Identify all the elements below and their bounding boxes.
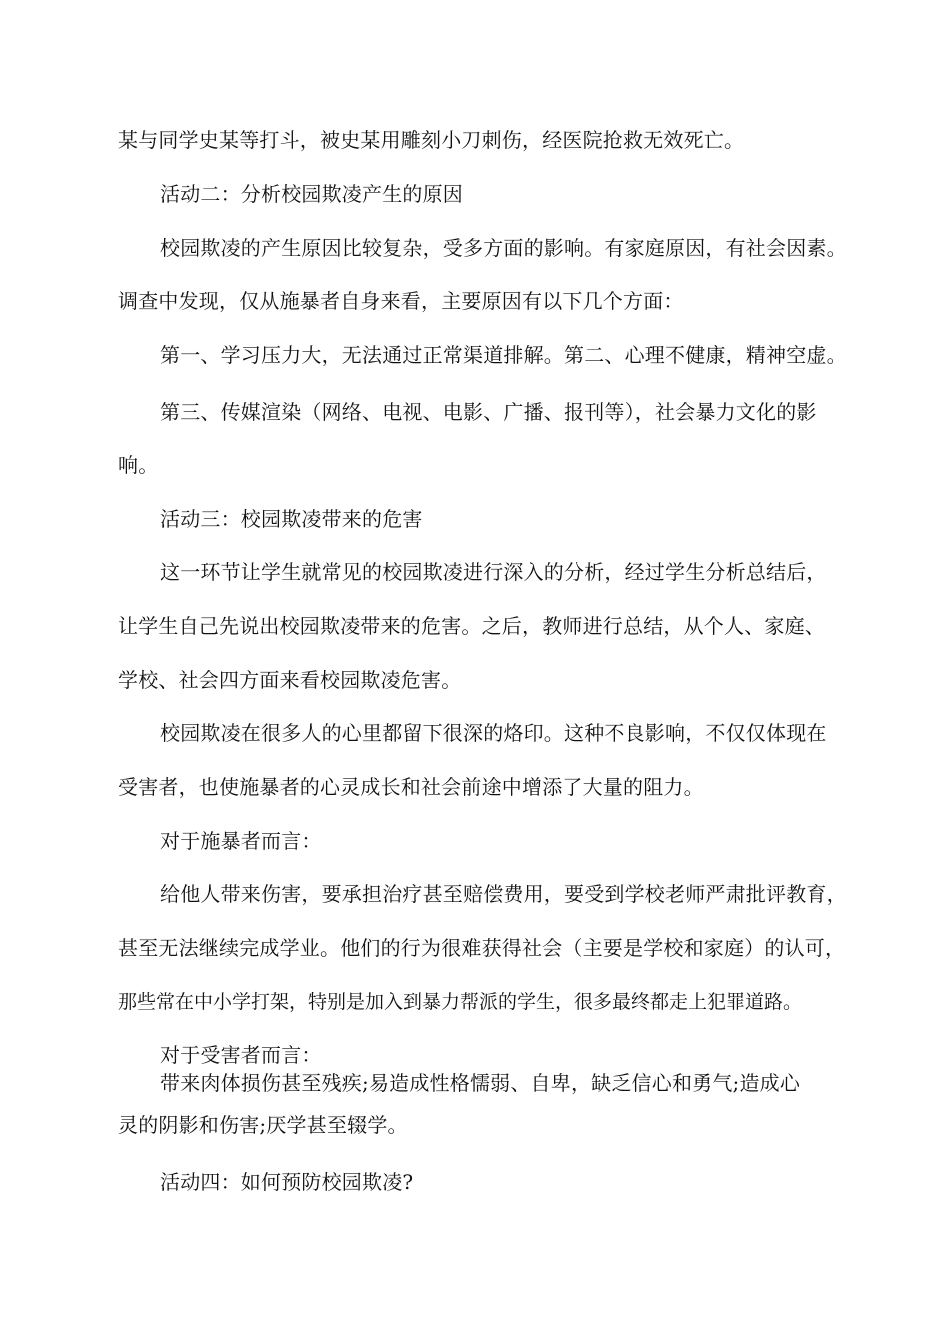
- paragraph-line: 那些常在中小学打架，特别是加入到暴力帮派的学生，很多最终都走上犯罪道路。: [118, 991, 803, 1013]
- paragraph-line: 学校、社会四方面来看校园欺凌危害。: [118, 668, 462, 692]
- paragraph-line: 灵的阴影和伤害;厌学甚至辍学。: [118, 1113, 408, 1137]
- subheading-perpetrators: 对于施暴者而言：: [160, 829, 322, 853]
- paragraph-line: 受害者，也使施暴者的心灵成长和社会前途中增添了大量的阻力。: [118, 775, 704, 799]
- section-heading-activity-four: 活动四：如何预防校园欺凌?: [160, 1170, 414, 1194]
- paragraph-line: 响。: [118, 453, 159, 477]
- paragraph-line: 这一环节让学生就常见的校园欺凌进行深入的分析，经过学生分析总结后，: [160, 560, 827, 584]
- paragraph-line: 调查中发现，仅从施暴者自身来看，主要原因有以下几个方面：: [118, 289, 684, 313]
- paragraph-line: 第一、学习压力大，无法通过正常渠道排解。第二、心理不健康，精神空虚。: [160, 343, 847, 367]
- paragraph-line: 让学生自己先说出校园欺凌带来的危害。之后，教师进行总结，从个人、家庭、: [118, 614, 825, 638]
- paragraph-line: 某与同学史某等打斗，被史某用雕刻小刀刺伤，经医院抢救无效死亡。: [118, 128, 745, 152]
- paragraph-line: 第三、传媒渲染（网络、电视、电影、广播、报刊等），社会暴力文化的影: [160, 400, 817, 424]
- subheading-victims: 对于受害者而言：: [160, 1043, 322, 1067]
- paragraph-line: 校园欺凌在很多人的心里都留下很深的烙印。这种不良影响，不仅仅体现在: [160, 721, 827, 745]
- paragraph-line: 带来肉体损伤甚至残疾;易造成性格懦弱、自卑，缺乏信心和勇气;造成心: [160, 1071, 801, 1095]
- paragraph-line: 给他人带来伤害，要承担治疗甚至赔偿费用，要受到学校老师严肃批评教育，: [160, 882, 847, 906]
- section-heading-activity-three: 活动三：校园欺凌带来的危害: [160, 507, 423, 531]
- section-heading-activity-two: 活动二：分析校园欺凌产生的原因: [160, 182, 463, 206]
- paragraph-line: 甚至无法继续完成学业。他们的行为很难获得社会（主要是学校和家庭）的认可，: [118, 936, 846, 960]
- paragraph-line: 校园欺凌的产生原因比较复杂，受多方面的影响。有家庭原因，有社会因素。: [160, 236, 847, 260]
